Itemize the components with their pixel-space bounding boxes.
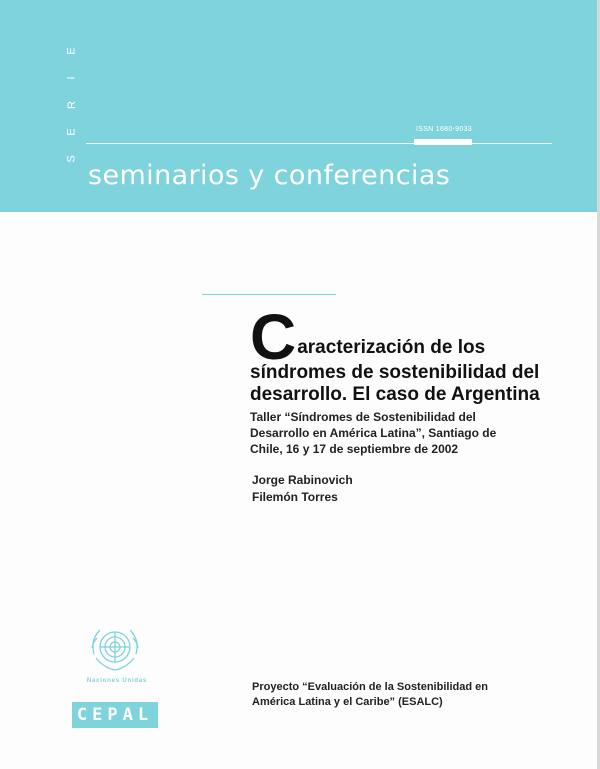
serie-letter: R [65, 99, 78, 109]
subtitle-line: Taller “Síndromes de Sostenibilidad del [250, 410, 476, 424]
title-line-1-text: aracterización de los [297, 337, 486, 358]
cepal-logo-text: CEPAL [76, 705, 154, 725]
serie-letter: E [66, 45, 78, 55]
header-band [0, 0, 600, 212]
title-dropcap: C [250, 301, 297, 373]
serie-letter: S [66, 153, 78, 163]
band-divider [86, 143, 552, 144]
serie-vertical-label [62, 44, 82, 164]
un-emblem-icon [84, 622, 146, 676]
subtitle-line: Chile, 16 y 17 de septiembre de 2002 [250, 442, 459, 456]
title-line-3: desarrollo. El caso de Argentina [250, 384, 540, 405]
serie-letter: E [66, 126, 78, 136]
subtitle [250, 409, 550, 457]
author-name: Jorge Rabinovich [252, 473, 353, 487]
issn-bar [414, 139, 472, 145]
authors [252, 472, 353, 506]
cepal-logo [72, 702, 158, 728]
author-name: Filemón Torres [252, 490, 338, 504]
project-note [252, 680, 552, 710]
project-line: Proyecto “Evaluación de la Sostenibilidad en [252, 681, 488, 693]
series-name: seminarios y conferencias [88, 160, 451, 191]
un-label: Naciones Unidas [86, 678, 148, 684]
issn-number: ISSN 1680-9033 [416, 126, 472, 133]
subtitle-line: Desarrollo en América Latina”, Santiago de [250, 426, 497, 440]
title-rule [202, 294, 336, 295]
title-line-2: síndromes de sostenibilidad del [250, 362, 540, 383]
project-line: América Latina y el Caribe” (ESALC) [252, 696, 443, 708]
serie-letter: I [66, 74, 78, 80]
title-block [250, 301, 550, 457]
